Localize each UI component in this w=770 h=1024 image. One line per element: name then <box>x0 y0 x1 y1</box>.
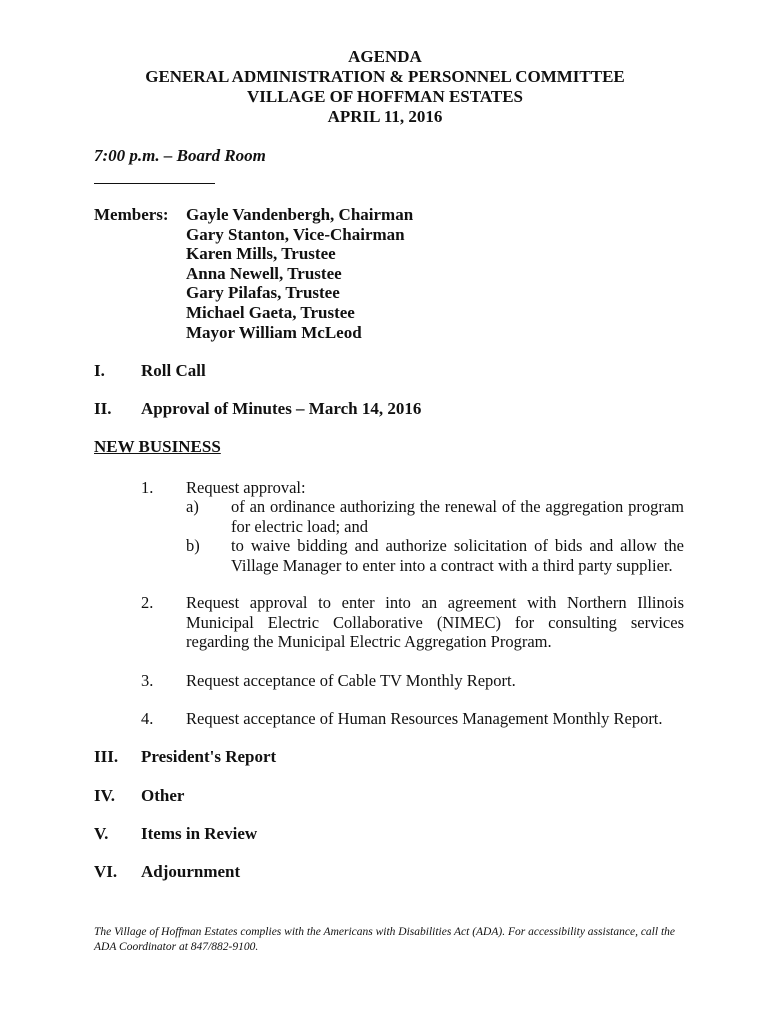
member-item: Mayor William McLeod <box>186 322 362 342</box>
members-label: Members: <box>94 205 169 224</box>
item-number: 1. <box>141 478 154 497</box>
section-number: VI. <box>94 862 118 881</box>
member-item: Gary Stanton, Vice-Chairman <box>186 224 405 244</box>
divider-rule <box>94 183 215 184</box>
item-text: Request approval: <box>186 478 306 497</box>
subitem-label: a) <box>186 497 199 516</box>
ada-compliance-notice: The Village of Hoffman Estates complies with the Americans with Disabilities Act (ADA). For accessibility assistance, call the ADA Coordinator at 847/882-9100. <box>94 926 675 953</box>
section-number: IV. <box>94 786 115 805</box>
members-list <box>186 205 413 342</box>
section-number: II. <box>94 399 112 418</box>
section-number: I. <box>94 361 105 380</box>
section-title: President's Report <box>141 747 277 766</box>
header-date: APRIL 11, 2016 <box>327 107 443 126</box>
member-item: Gary Pilafas, Trustee <box>186 283 340 303</box>
section-title: Items in Review <box>141 824 258 843</box>
item-number: 3. <box>141 671 154 690</box>
section-title: Approval of Minutes – March 14, 2016 <box>141 399 422 418</box>
member-item: Karen Mills, Trustee <box>186 244 336 264</box>
header-village: VILLAGE OF HOFFMAN ESTATES <box>247 87 523 106</box>
header-title: AGENDA <box>348 47 422 66</box>
member-item: Anna Newell, Trustee <box>186 263 342 283</box>
new-business-heading: NEW BUSINESS <box>94 437 221 456</box>
subitem-text: of an ordinance authorizing the renewal of the aggregation program for electric load; and <box>231 497 684 536</box>
section-title: Adjournment <box>141 862 241 881</box>
item-text: Request approval to enter into an agreement with Northern Illinois Municipal Electric Collaborative (NIMEC) for consulting services regarding the Municipal Electric Aggregation Program. <box>186 593 684 651</box>
item-number: 4. <box>141 709 154 728</box>
section-number: III. <box>94 747 119 766</box>
item-text: Request acceptance of Cable TV Monthly Report. <box>186 671 516 690</box>
member-item: Michael Gaeta, Trustee <box>186 302 355 322</box>
subitem-text: to waive bidding and authorize solicitation of bids and allow the Village Manager to enter into a contract with a third party supplier. <box>231 536 684 575</box>
meeting-time: 7:00 p.m. – Board Room <box>94 146 266 165</box>
section-number: V. <box>94 824 109 843</box>
section-title: Other <box>141 786 185 805</box>
agenda-header <box>0 47 770 127</box>
subitem-label: b) <box>186 536 200 555</box>
item-text: Request acceptance of Human Resources Management Monthly Report. <box>186 709 663 728</box>
section-title: Roll Call <box>141 361 206 380</box>
header-committee: GENERAL ADMINISTRATION & PERSONNEL COMMITTEE <box>145 67 625 86</box>
member-item: Gayle Vandenbergh, Chairman <box>186 205 414 224</box>
item-number: 2. <box>141 593 154 612</box>
